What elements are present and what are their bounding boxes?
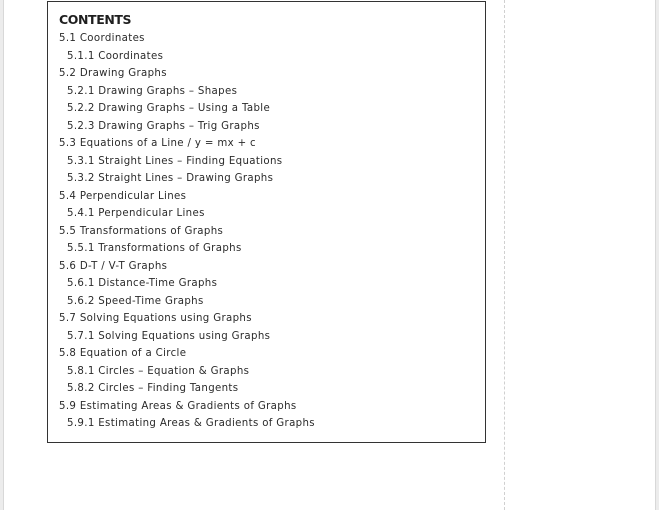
toc-link-5-3-2[interactable]: 5.3.2 Straight Lines – Drawing Graphs — [67, 173, 274, 184]
toc-link-5-9[interactable]: 5.9 Estimating Areas & Gradients of Graphs — [59, 400, 297, 412]
document-page — [3, 0, 656, 510]
toc-link-5-6-2[interactable]: 5.6.2 Speed-Time Graphs — [67, 295, 204, 307]
table-of-contents — [47, 1, 486, 443]
toc-link-5-5-1[interactable]: 5.5.1 Transformations of Graphs — [67, 243, 242, 254]
contents-heading: CONTENTS — [59, 12, 132, 27]
toc-link-5-8-2[interactable]: 5.8.2 Circles – Finding Tangents — [67, 383, 239, 394]
toc-link-5-8-1[interactable]: 5.8.1 Circles – Equation & Graphs — [67, 365, 250, 377]
toc-link-5-7[interactable]: 5.7 Solving Equations using Graphs — [59, 313, 252, 324]
toc-link-5-3[interactable]: 5.3 Equations of a Line / y = mx + c — [59, 138, 256, 149]
toc-link-5-5[interactable]: 5.5 Transformations of Graphs — [59, 225, 224, 237]
toc-link-5-4[interactable]: 5.4 Perpendicular Lines — [59, 190, 187, 202]
toc-link-5-1[interactable]: 5.1 Coordinates — [59, 33, 145, 44]
toc-link-5-4-1[interactable]: 5.4.1 Perpendicular Lines — [67, 208, 205, 219]
toc-link-5-8[interactable]: 5.8 Equation of a Circle — [59, 348, 187, 359]
toc-link-5-6[interactable]: 5.6 D-T / V-T Graphs — [59, 260, 168, 272]
toc-link-5-6-1[interactable]: 5.6.1 Distance-Time Graphs — [67, 278, 218, 289]
toc-link-5-2-3[interactable]: 5.2.3 Drawing Graphs – Trig Graphs — [67, 120, 260, 132]
column-divider — [504, 0, 505, 510]
toc-link-5-2[interactable]: 5.2 Drawing Graphs — [59, 68, 167, 79]
toc-link-5-9-1[interactable]: 5.9.1 Estimating Areas & Gradients of Graphs — [67, 418, 315, 429]
toc-link-5-7-1[interactable]: 5.7.1 Solving Equations using Graphs — [67, 330, 271, 342]
toc-link-5-2-1[interactable]: 5.2.1 Drawing Graphs – Shapes — [67, 85, 238, 97]
toc-link-5-2-2[interactable]: 5.2.2 Drawing Graphs – Using a Table — [67, 103, 271, 114]
toc-link-5-3-1[interactable]: 5.3.1 Straight Lines – Finding Equations — [67, 155, 283, 167]
toc-link-5-1-1[interactable]: 5.1.1 Coordinates — [67, 50, 164, 62]
toc-list — [59, 30, 315, 433]
